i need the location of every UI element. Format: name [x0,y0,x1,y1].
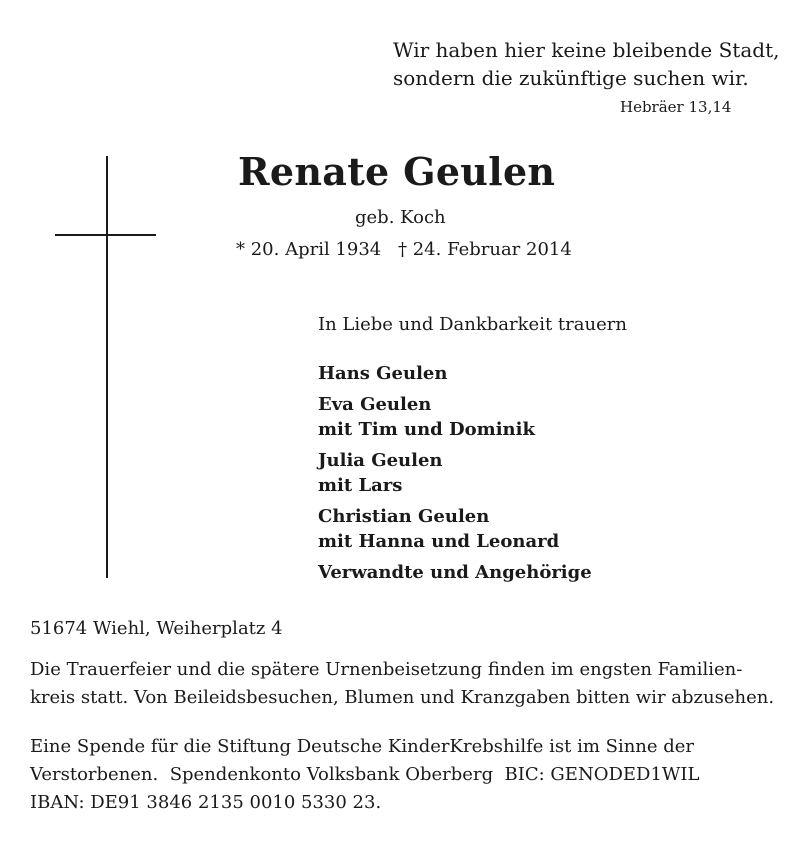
donation-note-line-2: Verstorbenen. Spendenkonto Volksbank Oberberg BIC: GENODED1WIL [30,764,700,785]
cross-horizontal-bar [55,234,156,236]
address: 51674 Wiehl, Weiherplatz 4 [30,618,283,639]
mourner-group [318,361,592,386]
birth-date: * 20. April 1934 [236,239,382,260]
death-date: † 24. Februar 2014 [398,239,572,260]
mourner-companions: mit Lars [318,475,403,496]
mourner-group [318,448,592,498]
mourner-name: Eva Geulen [318,394,432,415]
maiden-name: geb. Koch [355,207,446,228]
mourner-name: Julia Geulen [318,450,443,471]
funeral-note-line-2: kreis statt. Von Beileidsbesuchen, Blumen und Kranzgaben bitten wir abzusehen. [30,687,775,708]
donation-note-line-3: IBAN: DE91 3846 2135 0010 5330 23. [30,792,382,813]
mourner-companions: mit Tim und Dominik [318,419,535,440]
mourner-group [318,504,592,554]
mourner-name: Verwandte und Angehörige [318,562,592,583]
quote-line-1: Wir haben hier keine bleibende Stadt, [393,38,780,62]
cross-vertical-bar [106,156,108,578]
quote-reference: Hebräer 13,14 [620,98,732,116]
deceased-name: Renate Geulen [238,149,556,194]
mourner-name: Hans Geulen [318,363,448,384]
mourner-name: Christian Geulen [318,506,490,527]
mourner-group [318,392,592,442]
donation-note-line-1: Eine Spende für die Stiftung Deutsche KinderKrebshilfe ist im Sinne der [30,736,695,757]
mourners-list [318,361,592,591]
funeral-note-line-1: Die Trauerfeier und die spätere Urnenbeisetzung finden im engsten Familien- [30,659,743,680]
funeral-note [30,656,790,712]
quote-line-2: sondern die zukünftige suchen wir. [393,66,749,90]
mourner-companions: mit Hanna und Leonard [318,531,560,552]
mourner-group [318,560,592,585]
donation-note [30,733,790,817]
mourners-intro: In Liebe und Dankbarkeit trauern [318,314,627,335]
